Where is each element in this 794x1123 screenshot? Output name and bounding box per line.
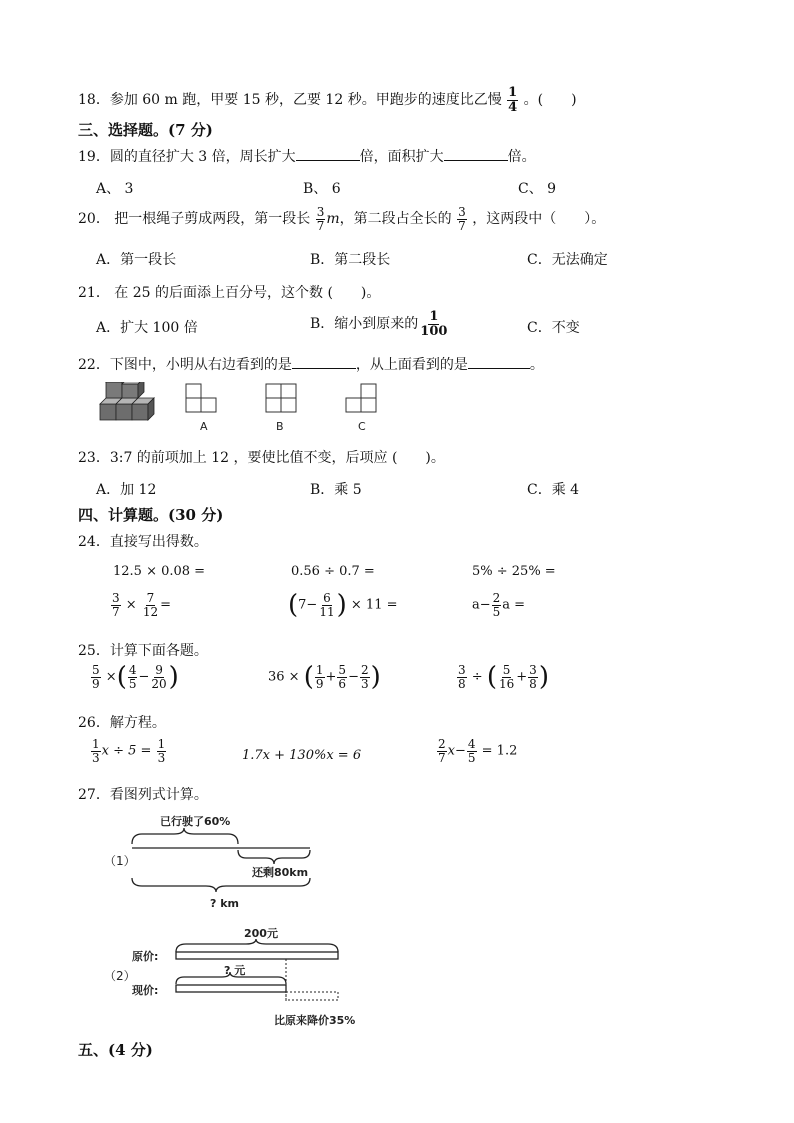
fraction-numerator: 5: [502, 663, 511, 677]
fraction-denominator: 7: [316, 218, 325, 233]
fraction: [419, 310, 448, 338]
diagram-2: [96, 922, 366, 1032]
question-text: 把一根绳子剪成两段，第一段长: [114, 211, 311, 228]
question-text: 圆的直径扩大 3 倍，周长扩大: [109, 149, 296, 165]
expression-part: x ÷ 5 =: [101, 743, 152, 759]
fraction: [157, 738, 167, 764]
question-text: 倍，面积扩大: [359, 149, 444, 165]
equation: [436, 738, 517, 764]
question-25: [78, 640, 208, 660]
fraction-denominator: 12: [142, 604, 159, 619]
fraction-denominator: 16: [498, 676, 515, 691]
expression: [110, 592, 171, 618]
discount-segment: [286, 992, 338, 1000]
question-text: 在 25 的后面添上百分号，这个数 ( )。: [114, 285, 381, 301]
fraction-numerator: 3: [112, 591, 120, 605]
question-19: [78, 146, 536, 166]
question-23: [78, 447, 445, 467]
fraction-numerator: 1: [429, 309, 439, 324]
diagram-1: [96, 810, 336, 910]
operator: ÷: [471, 669, 483, 685]
view-option-a[interactable]: [186, 384, 216, 412]
question-number: 22．: [78, 357, 110, 373]
fraction: [91, 664, 101, 690]
expression: [472, 592, 525, 618]
question-text: 3:7 的前项加上 12 ，要使比值不变，后项应 ( )。: [109, 450, 445, 466]
paren: ): [538, 662, 549, 693]
expression-part: x−: [447, 743, 466, 759]
question-number: 23．: [78, 450, 110, 466]
brace-label-remaining: 还剩80km: [252, 866, 309, 879]
section-title-3: 三、选择题。(7 分): [78, 121, 213, 139]
fraction-denominator: 8: [529, 676, 537, 691]
fraction-numerator: 2: [492, 591, 501, 605]
fraction-numerator: 5: [92, 663, 100, 677]
fraction-denominator: 7: [458, 218, 466, 233]
option-c[interactable]: C．不变: [527, 320, 580, 336]
question-number: 19．: [78, 149, 110, 165]
question-number: 18．: [78, 92, 110, 109]
view-option-c[interactable]: [346, 384, 376, 412]
question-27: [78, 784, 208, 804]
paren: (: [303, 662, 314, 693]
question-text: 计算下面各题。: [109, 643, 208, 659]
brace-current: [176, 972, 286, 984]
question-text: ，第二段占全长的: [339, 211, 452, 228]
fraction: [457, 664, 467, 690]
fraction-denominator: 3: [157, 750, 166, 765]
question-18: [78, 86, 577, 114]
brace-label-traveled: 已行驶了60%: [160, 815, 231, 828]
fraction: [498, 664, 515, 690]
fraction-denominator: 8: [458, 676, 466, 691]
paren: (: [116, 662, 127, 693]
fraction: [337, 664, 347, 690]
question-number: 25．: [78, 643, 110, 659]
expression: [288, 590, 398, 621]
fraction-numerator: 9: [155, 663, 163, 677]
question-number: 26．: [78, 715, 110, 731]
fraction-denominator: 9: [92, 676, 100, 691]
view-option-b[interactable]: [266, 384, 296, 412]
fraction: [467, 738, 477, 764]
fraction-numerator: 1: [508, 85, 518, 100]
question-number: 21．: [78, 285, 110, 301]
unit: m: [326, 211, 340, 228]
fraction: [318, 592, 335, 618]
question-text: 直接写出得数。: [109, 534, 208, 550]
section-title-5: 五、(4 分): [78, 1041, 153, 1059]
fraction: [91, 738, 101, 764]
fraction-numerator: 3: [316, 205, 325, 219]
fraction-numerator: 3: [458, 663, 466, 677]
expression: $\frac{3}{8}$ ÷ ( $\frac{5}{16}$ + $\frac{3}{8}$ ): [458, 662, 549, 693]
question-number: 24．: [78, 534, 110, 550]
fraction: [316, 206, 326, 232]
fraction-numerator: 2: [360, 663, 369, 677]
answer-blank[interactable]: [444, 160, 508, 161]
paren: ): [370, 662, 381, 693]
fraction-numerator: 1: [157, 737, 166, 751]
fraction: [457, 206, 467, 232]
paren: (: [486, 662, 497, 693]
option-label: B: [276, 420, 284, 433]
fraction: [492, 592, 502, 618]
current-price-label: 现价:: [132, 984, 159, 997]
question-text: 参加 60 m 跑，甲要 15 秒，乙要 12 秒。甲跑步的速度比乙慢: [109, 92, 502, 109]
question-21: [78, 282, 380, 302]
operator: ×: [105, 669, 117, 685]
expression-part: 7−: [298, 597, 318, 613]
cube-stack-figure: [100, 382, 154, 420]
option-c[interactable]: C、 9: [518, 181, 557, 197]
expression: $\frac{5}{9}$ ×( $\frac{4}{5}$ − $\frac{9}{20}$ ): [92, 662, 179, 693]
fraction-numerator: 1: [92, 737, 100, 751]
q22-figures: [96, 382, 396, 434]
fraction-denominator: 4: [508, 99, 518, 115]
question-26: [78, 712, 166, 732]
fraction-numerator: 1: [315, 663, 324, 677]
option-label: C: [358, 420, 366, 433]
diagram-label: （1）: [104, 854, 136, 868]
option-a[interactable]: A．第一段长: [96, 252, 177, 268]
option-b[interactable]: B、 6: [303, 181, 341, 197]
expression: 0.56 ÷ 0.7 =: [291, 564, 375, 579]
fraction-numerator: 4: [467, 737, 476, 751]
fraction: [128, 664, 138, 690]
fraction-numerator: 6: [323, 591, 331, 605]
option-label: A: [200, 420, 208, 433]
brace-label-total: ? km: [210, 897, 239, 910]
fraction-denominator: 9: [315, 676, 324, 691]
fraction-denominator: 20: [151, 676, 167, 691]
question-22: [78, 354, 544, 374]
diagram-label: （2）: [104, 969, 136, 983]
option-a[interactable]: A、 3: [96, 181, 134, 197]
expression-part: a−: [472, 597, 491, 613]
question-20: [78, 206, 605, 232]
fraction: [111, 592, 121, 618]
fraction-numerator: 7: [146, 591, 155, 605]
answer-blank[interactable]: [468, 368, 530, 369]
question-text: ，从上面看到的是: [355, 357, 468, 373]
operator: ×: [125, 597, 137, 613]
option-b[interactable]: B．第二段长: [310, 252, 391, 268]
question-number: 27．: [78, 787, 110, 803]
expression-part: a =: [502, 597, 526, 613]
equation: [242, 748, 361, 763]
brace-bottom: [132, 878, 310, 892]
option-b[interactable]: B．乘 5: [310, 482, 362, 498]
answer-blank[interactable]: [296, 160, 360, 161]
brace-top: [132, 828, 238, 844]
fraction-denominator: 100: [420, 323, 448, 339]
question-number: 20．: [78, 211, 110, 228]
question-text: 解方程。: [109, 715, 166, 731]
option-a[interactable]: A．加 12: [96, 482, 157, 498]
fraction-denominator: 5: [128, 676, 137, 691]
option-text: B．缩小到原来的: [310, 316, 419, 333]
expression: 5% ÷ 25% =: [472, 564, 556, 579]
question-text: ，这两段中（ ）。: [472, 211, 606, 228]
fraction-numerator: 5: [338, 663, 347, 677]
original-price-bar: [176, 952, 338, 959]
fraction-numerator: 2: [438, 737, 446, 751]
question-text: 看图列式计算。: [109, 787, 208, 803]
fraction-denominator: 5: [467, 750, 476, 765]
paren: ): [336, 590, 347, 621]
fraction: [360, 664, 370, 690]
fraction-denominator: 3: [360, 676, 369, 691]
fraction: [142, 592, 159, 618]
fraction: [507, 86, 518, 114]
expression-part: 36 ×: [268, 669, 300, 685]
expression: 36 × ( $\frac{1}{9}$ + $\frac{5}{6}$ − $\frac{2}{3}$ ): [268, 662, 381, 693]
fraction-denominator: 11: [319, 604, 335, 619]
option-b[interactable]: [310, 310, 449, 338]
original-price-label: 原价:: [132, 950, 159, 963]
fraction: [315, 664, 325, 690]
fraction-denominator: 3: [92, 750, 100, 765]
operator: =: [160, 597, 172, 613]
discount-label: 比原来降价35%: [274, 1014, 356, 1027]
fraction-numerator: 4: [128, 663, 137, 677]
question-text: 。: [529, 357, 544, 373]
fraction-denominator: 7: [438, 750, 446, 765]
fraction: [150, 664, 167, 690]
option-c[interactable]: C．乘 4: [527, 482, 580, 498]
question-24: [78, 531, 208, 551]
fraction: [437, 738, 447, 764]
option-c[interactable]: C．无法确定: [527, 252, 608, 268]
option-a[interactable]: A．扩大 100 倍: [96, 320, 198, 336]
price-total-label: 200元: [244, 927, 278, 940]
current-price-bar: [176, 985, 286, 992]
expression: 12.5 × 0.08 =: [113, 564, 206, 579]
brace-original: [176, 939, 338, 952]
brace-remaining: [238, 850, 310, 864]
question-text: 下图中，小明从右边看到的是: [109, 357, 292, 373]
fraction-numerator: 3: [458, 205, 466, 219]
paren: ): [168, 662, 179, 693]
answer-bracket: 。( ): [523, 92, 577, 109]
question-text: 倍。: [507, 149, 536, 165]
fraction-denominator: 7: [112, 604, 120, 619]
section-title-4: 四、计算题。(30 分): [78, 506, 224, 524]
equation: [90, 738, 167, 764]
fraction-numerator: 3: [529, 663, 537, 677]
expression-part: = 1.2: [481, 743, 518, 759]
expression-part: × 11 =: [350, 597, 398, 613]
answer-blank[interactable]: [292, 368, 356, 369]
fraction: [528, 664, 538, 690]
fraction-denominator: 6: [338, 676, 347, 691]
unknown-price-label: ? 元: [224, 964, 246, 977]
expression-part: 1.7x + 130%x = 6: [242, 748, 362, 763]
paren: (: [288, 590, 299, 621]
fraction-denominator: 5: [492, 604, 501, 619]
